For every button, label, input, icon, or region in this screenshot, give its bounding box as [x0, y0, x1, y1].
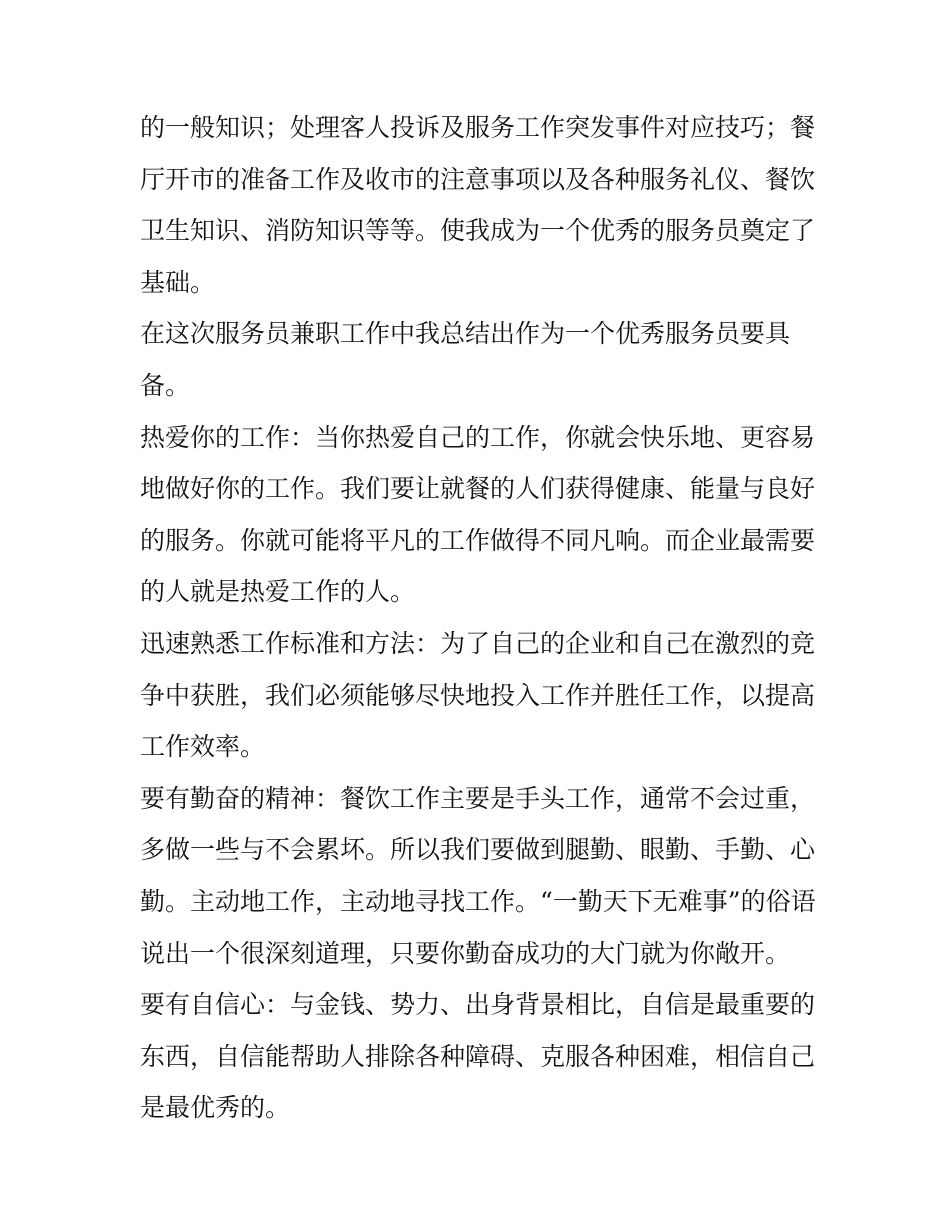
text-line: 多做一些与不会累坏。所以我们要做到腿勤、眼勤、手勤、心: [140, 835, 816, 865]
text-line: 的服务。你就可能将平凡的工作做得不同凡响。而企业最需要: [140, 525, 816, 555]
text-line: 的人就是热爱工作的人。: [140, 577, 416, 607]
text-line: 说出一个很深刻道理，只要你勤奋成功的大门就为你敞开。: [140, 938, 791, 968]
text-line: 工作效率。: [140, 732, 266, 762]
text-line: 是最优秀的。: [140, 1093, 291, 1123]
text-line: 地做好你的工作。我们要让就餐的人们获得健康、能量与良好: [140, 474, 816, 504]
text-line: 迅速熟悉工作标准和方法：为了自己的企业和自己在激烈的竞: [140, 628, 816, 658]
text-line: 基础。: [140, 267, 216, 297]
text-line: 争中获胜，我们必须能够尽快地投入工作并胜任工作，以提高: [140, 680, 816, 710]
text-line: 的一般知识；处理客人投诉及服务工作突发事件对应技巧；餐: [140, 113, 816, 142]
text-line: 热爱你的工作：当你热爱自己的工作，你就会快乐地、更容易: [140, 422, 816, 452]
text-line: 要有自信心：与金钱、势力、出身背景相比，自信是最重要的: [140, 990, 816, 1020]
body-text: [140, 102, 820, 1134]
text-line: 东西，自信能帮助人排除各种障碍、克服各种困难，相信自己: [140, 1041, 816, 1071]
text-line: 卫生知识、消防知识等等。使我成为一个优秀的服务员奠定了: [140, 216, 816, 246]
text-line: 在这次服务员兼职工作中我总结出作为一个优秀服务员要具: [140, 319, 791, 349]
text-line: 厅开市的准备工作及收市的注意事项以及各种服务礼仪、餐饮: [140, 164, 816, 194]
text-line: 勤。主动地工作，主动地寻找工作。“一勤天下无难事”的俗语: [140, 886, 816, 916]
text-line: 要有勤奋的精神：餐饮工作主要是手头工作，通常不会过重，: [140, 783, 816, 813]
text-line: 备。: [140, 370, 191, 400]
